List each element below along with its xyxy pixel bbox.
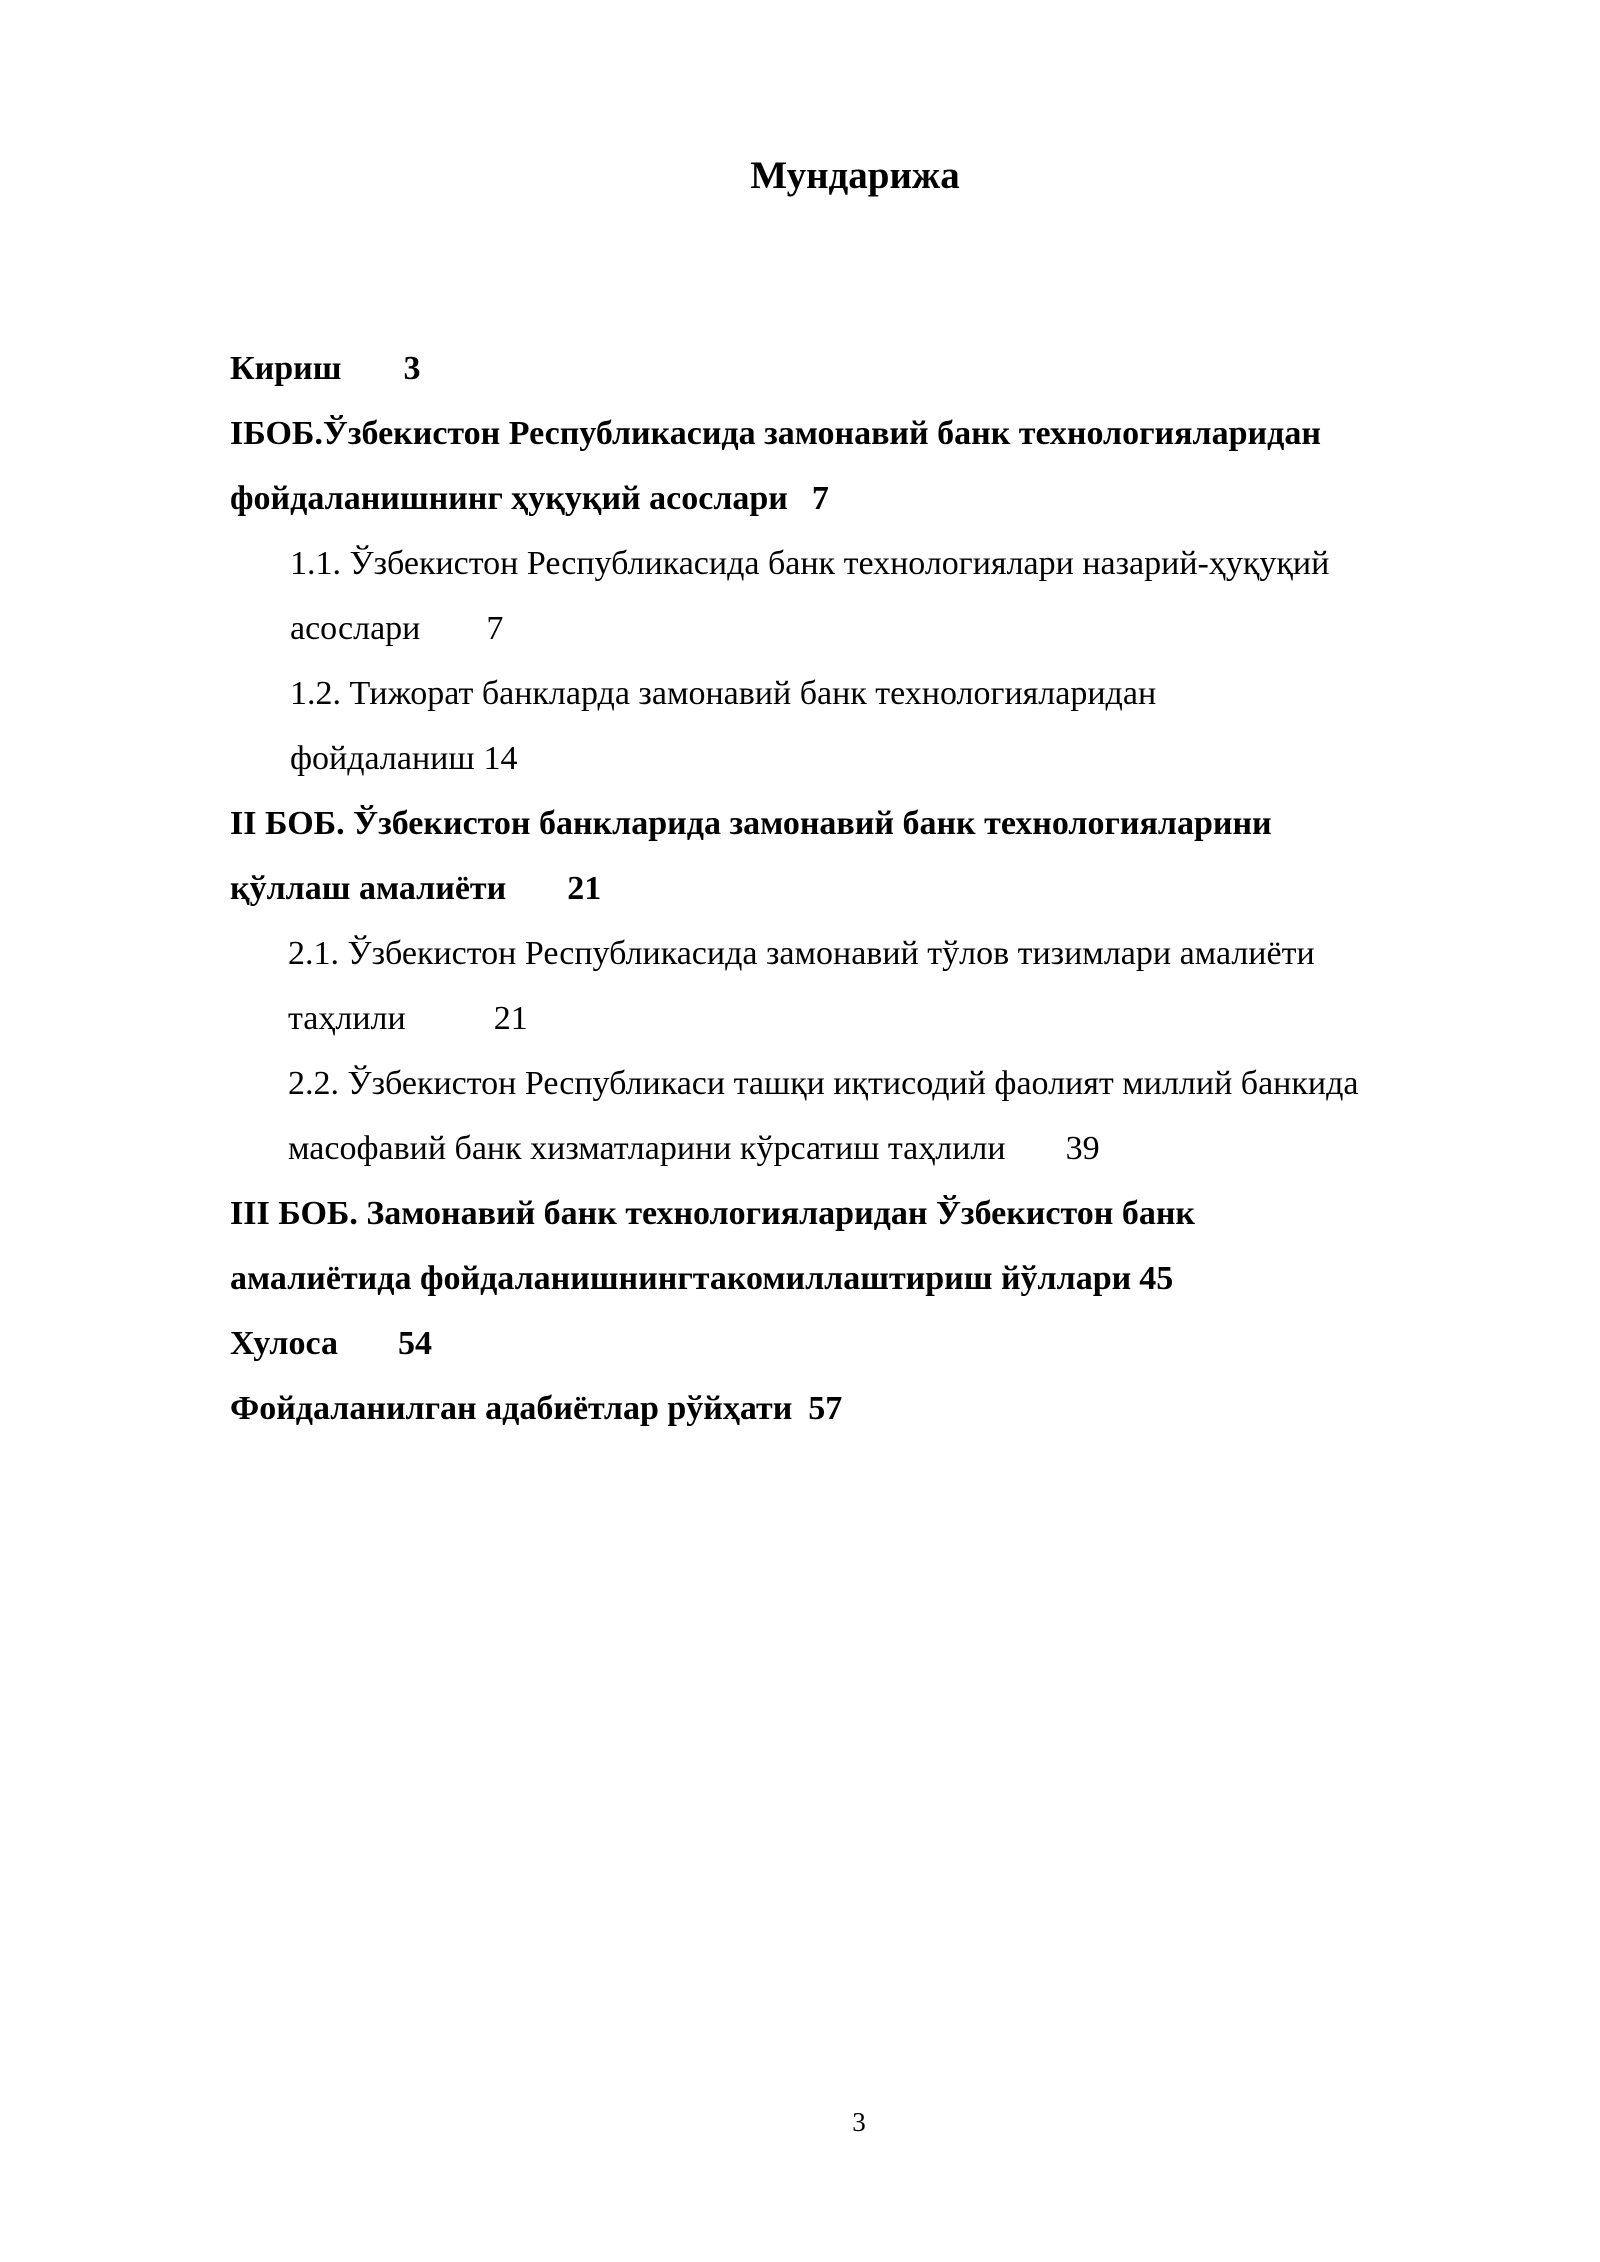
toc-entry-line-last — [230, 1246, 1500, 1311]
toc-page-number: 7 — [811, 480, 829, 517]
toc-entry-line: 2.2. Ўзбекистон Республикаси ташқи иқтисодий фаолият миллий банкида — [288, 1065, 1359, 1102]
page-footer-number: 3 — [852, 2107, 866, 2137]
page-title: Мундарижа — [750, 154, 960, 197]
toc-entry-kirish[interactable] — [230, 336, 1500, 401]
toc-entry-label: таҳлили — [288, 1000, 406, 1037]
toc-page-number: 21 — [493, 1000, 528, 1037]
toc-entry-label: Кириш — [230, 350, 342, 387]
toc-entry-line-last — [288, 986, 1500, 1051]
toc-entry-label: фойдаланишнинг ҳуқуқий асослари — [230, 480, 788, 517]
toc-page-number: 3 — [403, 350, 421, 387]
toc-page-number: 45 — [1139, 1260, 1174, 1297]
toc-entry-line: IБОБ.Ўзбекистон Республикасида замонавий банк технологияларидан — [230, 415, 1321, 452]
toc-entry-section-1-1[interactable] — [230, 531, 1500, 661]
toc-entry-label: Фойдаланилган адабиётлар рўйҳати — [230, 1390, 793, 1427]
toc-entry-line-last — [288, 1116, 1500, 1181]
toc-entry-chapter-1[interactable] — [230, 401, 1500, 531]
toc-entry-line-last — [290, 596, 1500, 661]
toc-entry-label: амалиётида фойдаланишнингтакомиллаштириш йўллари — [230, 1260, 1132, 1297]
toc-page-number: 21 — [567, 870, 602, 907]
toc-page-number: 14 — [483, 740, 518, 777]
toc-entry-label: масофавий банк хизматларини кўрсатиш таҳлили — [288, 1130, 1006, 1167]
toc-entry-chapter-3[interactable] — [230, 1181, 1500, 1311]
toc-entry-line-last — [290, 726, 1500, 791]
toc-entry-section-2-1[interactable] — [230, 921, 1500, 1051]
toc-entry-chapter-2[interactable] — [230, 791, 1500, 921]
toc-page-number: 7 — [486, 610, 504, 647]
toc-page-number: 39 — [1065, 1130, 1100, 1167]
toc-entry-line-last — [230, 466, 1500, 531]
toc-entry-line: II БОБ. Ўзбекистон банкларида замонавий банк технологияларини — [230, 805, 1272, 842]
table-of-contents — [230, 336, 1500, 1441]
toc-entry-label: асослари — [290, 610, 421, 647]
toc-entry-line: 1.2. Тижорат банкларда замонавий банк технологияларидан — [290, 675, 1157, 712]
toc-entry-label: Хулоса — [230, 1325, 338, 1362]
toc-entry-section-2-2[interactable] — [230, 1051, 1500, 1181]
toc-entry-literature[interactable] — [230, 1376, 1500, 1441]
toc-page-number: 57 — [808, 1390, 843, 1427]
toc-entry-section-1-2[interactable] — [230, 661, 1500, 791]
toc-entry-line-last — [230, 856, 1500, 921]
toc-entry-label: қўллаш амалиёти — [230, 870, 507, 907]
toc-page-number: 54 — [398, 1325, 432, 1362]
toc-entry-xulosa[interactable] — [230, 1311, 1500, 1376]
toc-entry-line: 1.1. Ўзбекистон Республикасида банк технологиялари назарий-ҳуқуқий — [290, 545, 1330, 582]
toc-entry-line: III БОБ. Замонавий банк технологияларидан Ўзбекистон банк — [230, 1195, 1195, 1232]
toc-entry-line: 2.1. Ўзбекистон Республикасида замонавий тўлов тизимлари амалиёти — [288, 935, 1315, 972]
toc-entry-label: фойдаланиш — [290, 740, 475, 777]
